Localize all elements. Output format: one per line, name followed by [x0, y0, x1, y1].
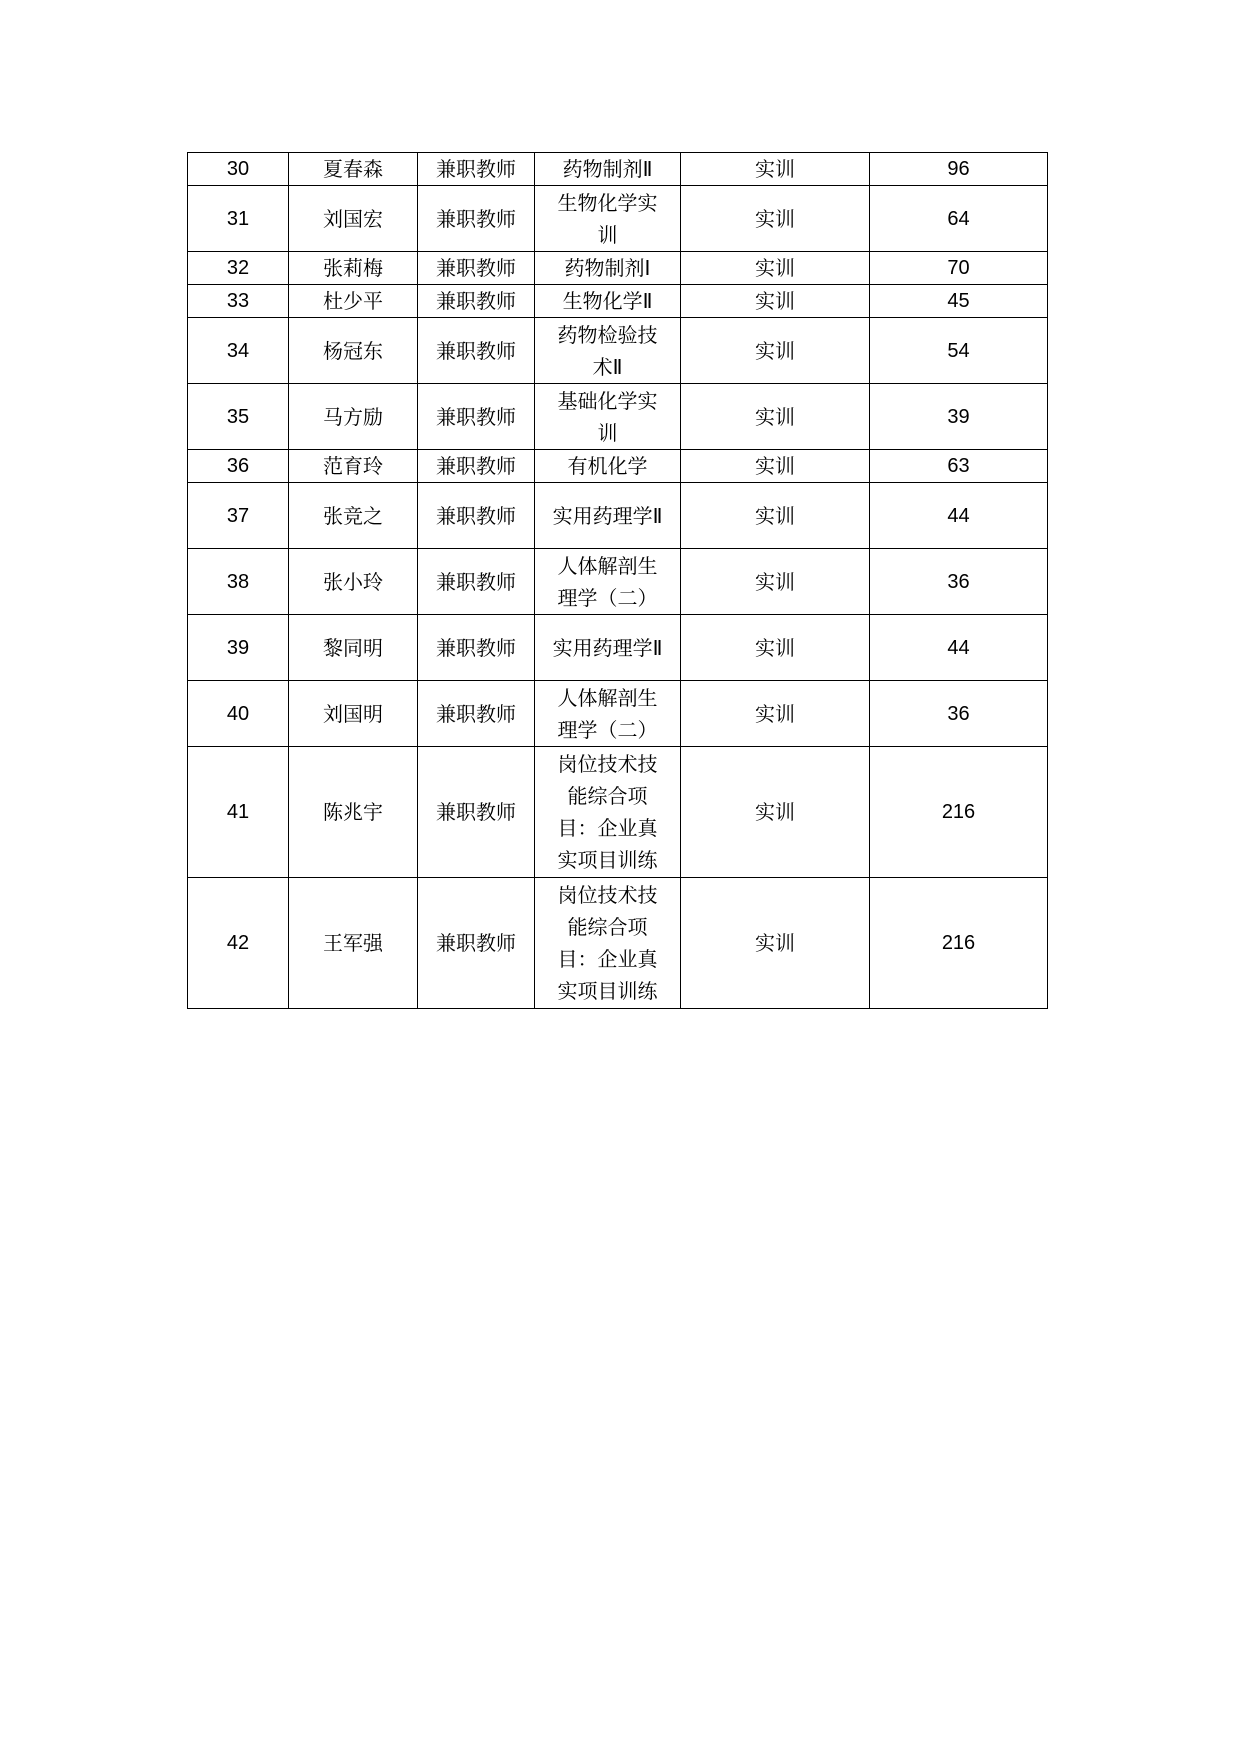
table-row	[188, 285, 1048, 318]
row-index: 40	[188, 681, 289, 747]
teacher-name: 范育玲	[289, 450, 418, 483]
course-type: 实训	[681, 318, 870, 384]
row-index: 31	[188, 186, 289, 252]
table-row	[188, 186, 1048, 252]
teacher-role: 兼职教师	[418, 878, 535, 1009]
teacher-name: 王军强	[289, 878, 418, 1009]
course-cell	[535, 285, 681, 318]
row-index: 35	[188, 384, 289, 450]
course-type: 实训	[681, 450, 870, 483]
teacher-name: 刘国宏	[289, 186, 418, 252]
course-cell	[535, 384, 681, 450]
course-hours: 216	[870, 747, 1048, 878]
course-name: 基础化学实训	[557, 388, 658, 445]
teacher-role: 兼职教师	[418, 186, 535, 252]
teacher-name: 夏春森	[289, 153, 418, 186]
course-hours: 216	[870, 878, 1048, 1009]
course-cell	[535, 747, 681, 878]
row-index: 33	[188, 285, 289, 318]
course-cell	[535, 681, 681, 747]
row-index: 38	[188, 549, 289, 615]
course-cell	[535, 549, 681, 615]
table-row	[188, 747, 1048, 878]
course-hours: 44	[870, 483, 1048, 549]
table-row	[188, 384, 1048, 450]
table-row	[188, 681, 1048, 747]
course-hours: 44	[870, 615, 1048, 681]
teacher-role: 兼职教师	[418, 285, 535, 318]
row-index: 34	[188, 318, 289, 384]
teacher-name: 张小玲	[289, 549, 418, 615]
teacher-role: 兼职教师	[418, 384, 535, 450]
row-index: 36	[188, 450, 289, 483]
course-name: 人体解剖生理学（二）	[557, 685, 658, 742]
course-type: 实训	[681, 747, 870, 878]
course-cell	[535, 615, 681, 681]
teacher-name: 张竞之	[289, 483, 418, 549]
course-name: 实用药理学Ⅱ	[552, 635, 663, 660]
course-type: 实训	[681, 549, 870, 615]
row-index: 30	[188, 153, 289, 186]
table-row	[188, 153, 1048, 186]
table-row	[188, 450, 1048, 483]
course-name: 药物制剂Ⅱ	[562, 157, 653, 181]
course-name: 人体解剖生理学（二）	[557, 553, 658, 610]
teacher-role: 兼职教师	[418, 450, 535, 483]
course-name: 生物化学实训	[557, 190, 658, 247]
course-hours: 64	[870, 186, 1048, 252]
teacher-name: 杜少平	[289, 285, 418, 318]
course-hours: 36	[870, 681, 1048, 747]
course-cell	[535, 186, 681, 252]
row-index: 41	[188, 747, 289, 878]
course-type: 实训	[681, 483, 870, 549]
course-hours: 39	[870, 384, 1048, 450]
course-name: 药物检验技术Ⅱ	[557, 322, 658, 379]
teacher-role: 兼职教师	[418, 153, 535, 186]
course-hours: 70	[870, 252, 1048, 285]
row-index: 37	[188, 483, 289, 549]
course-type: 实训	[681, 384, 870, 450]
course-cell	[535, 450, 681, 483]
row-index: 39	[188, 615, 289, 681]
teacher-role: 兼职教师	[418, 549, 535, 615]
course-hours: 45	[870, 285, 1048, 318]
teacher-name: 杨冠东	[289, 318, 418, 384]
course-name: 有机化学	[567, 454, 648, 478]
course-name: 岗位技术技能综合项目：企业真实项目训练	[557, 883, 658, 1003]
course-name: 岗位技术技能综合项目：企业真实项目训练	[557, 752, 658, 872]
table-row	[188, 615, 1048, 681]
teacher-name: 刘国明	[289, 681, 418, 747]
teacher-role: 兼职教师	[418, 747, 535, 878]
course-hours: 36	[870, 549, 1048, 615]
teacher-name: 马方励	[289, 384, 418, 450]
teacher-name: 张莉梅	[289, 252, 418, 285]
table-row	[188, 483, 1048, 549]
course-hours: 63	[870, 450, 1048, 483]
table-row	[188, 878, 1048, 1009]
course-name: 实用药理学Ⅱ	[552, 503, 663, 528]
course-type: 实训	[681, 153, 870, 186]
course-type: 实训	[681, 285, 870, 318]
course-cell	[535, 153, 681, 186]
course-type: 实训	[681, 878, 870, 1009]
teacher-name: 黎同明	[289, 615, 418, 681]
teacher-role: 兼职教师	[418, 681, 535, 747]
course-name: 生物化学Ⅱ	[562, 289, 653, 313]
course-type: 实训	[681, 681, 870, 747]
teacher-name: 陈兆宇	[289, 747, 418, 878]
course-type: 实训	[681, 186, 870, 252]
course-name: 药物制剂Ⅰ	[564, 256, 651, 280]
table-row	[188, 318, 1048, 384]
row-index: 42	[188, 878, 289, 1009]
teacher-course-table	[187, 152, 1048, 1009]
teacher-role: 兼职教师	[418, 318, 535, 384]
course-cell	[535, 252, 681, 285]
course-cell	[535, 318, 681, 384]
course-cell	[535, 878, 681, 1009]
course-cell	[535, 483, 681, 549]
teacher-role: 兼职教师	[418, 615, 535, 681]
row-index: 32	[188, 252, 289, 285]
course-hours: 54	[870, 318, 1048, 384]
course-type: 实训	[681, 615, 870, 681]
course-type: 实训	[681, 252, 870, 285]
table-row	[188, 252, 1048, 285]
teacher-role: 兼职教师	[418, 252, 535, 285]
course-hours: 96	[870, 153, 1048, 186]
table-row	[188, 549, 1048, 615]
teacher-role: 兼职教师	[418, 483, 535, 549]
